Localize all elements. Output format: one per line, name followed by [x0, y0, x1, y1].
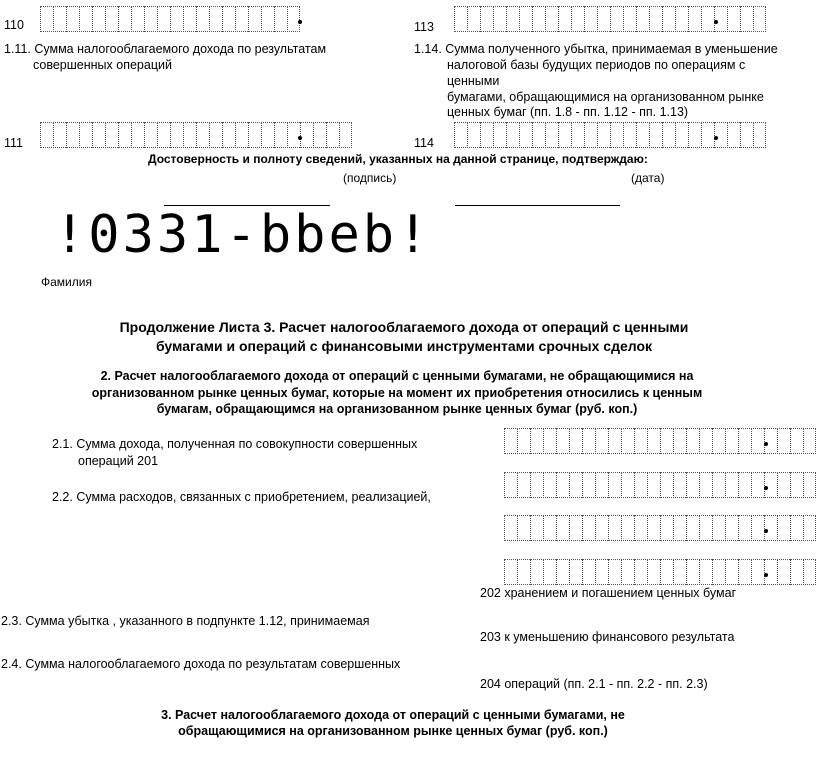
- digit-cell[interactable]: [751, 428, 764, 454]
- digit-cell[interactable]: [519, 122, 532, 148]
- digit-cell[interactable]: [118, 122, 131, 148]
- digit-cell[interactable]: [610, 122, 623, 148]
- decimal-point: [298, 136, 302, 140]
- digit-cell[interactable]: [738, 559, 751, 585]
- digit-cell[interactable]: [530, 559, 543, 585]
- digit-cell[interactable]: [571, 6, 584, 32]
- digit-cell[interactable]: [556, 472, 569, 498]
- field-code-110: 110: [4, 18, 24, 32]
- digit-cell[interactable]: [738, 515, 751, 541]
- digit-cell[interactable]: [777, 515, 790, 541]
- digit-cell[interactable]: [519, 6, 532, 32]
- digit-cell[interactable]: [556, 515, 569, 541]
- digit-cell[interactable]: [740, 6, 753, 32]
- line-202-label: 202 хранением и погашением ценных бумаг: [480, 586, 737, 600]
- digit-cell[interactable]: [647, 515, 660, 541]
- digit-cell[interactable]: [714, 122, 727, 148]
- section3-title-line2: обращающимися на организованном рынке ценных бумаг (руб. коп.): [178, 724, 608, 738]
- digit-cell[interactable]: [569, 515, 582, 541]
- digit-cell[interactable]: [597, 6, 610, 32]
- digit-cell[interactable]: [608, 428, 621, 454]
- digit-cell[interactable]: [504, 515, 517, 541]
- digit-cell[interactable]: [634, 515, 647, 541]
- digit-cell[interactable]: [493, 6, 506, 32]
- digit-cell[interactable]: [790, 472, 803, 498]
- section2-title-line1: 2. Расчет налогооблагаемого дохода от операций с ценными бумагами, не обращающимися на: [100, 369, 694, 383]
- digit-cell[interactable]: [727, 6, 740, 32]
- digit-cell[interactable]: [105, 6, 118, 32]
- digit-cell[interactable]: [790, 428, 803, 454]
- digit-cell[interactable]: [688, 6, 701, 32]
- digit-cell[interactable]: [675, 122, 688, 148]
- digit-cell[interactable]: [144, 122, 157, 148]
- digit-cell[interactable]: [582, 428, 595, 454]
- digit-cell[interactable]: [623, 122, 636, 148]
- digit-cell[interactable]: [569, 428, 582, 454]
- digit-cell[interactable]: [467, 122, 480, 148]
- digit-cell[interactable]: [222, 122, 235, 148]
- digit-cell[interactable]: [595, 472, 608, 498]
- section2-title-line3: бумагам, обращающимся на организованном рынке ценных бумаг (руб. коп.): [156, 402, 638, 416]
- digit-cell[interactable]: [261, 122, 274, 148]
- digit-cell[interactable]: [53, 122, 66, 148]
- item-1-14-line5: ценных бумаг (пп. 1.8 - пп. 1.12 - пп. 1.13): [447, 105, 689, 119]
- digit-cell[interactable]: [480, 122, 493, 148]
- digit-cell[interactable]: [712, 428, 725, 454]
- digit-cell[interactable]: [712, 472, 725, 498]
- digit-cell[interactable]: [326, 122, 339, 148]
- digit-cell[interactable]: [803, 559, 816, 585]
- digit-cell[interactable]: [183, 122, 196, 148]
- digit-cell[interactable]: [506, 122, 519, 148]
- digit-cell[interactable]: [673, 515, 686, 541]
- decimal-point: [764, 442, 768, 446]
- decimal-point: [764, 486, 768, 490]
- digit-cell[interactable]: [751, 515, 764, 541]
- digit-cell[interactable]: [506, 6, 519, 32]
- digit-cell[interactable]: [53, 6, 66, 32]
- digit-cell[interactable]: [660, 515, 673, 541]
- digit-cell[interactable]: [621, 428, 634, 454]
- digit-cell[interactable]: [688, 122, 701, 148]
- digit-cell[interactable]: [517, 559, 530, 585]
- date-label: (дата): [631, 171, 665, 185]
- item-2-2-label: 2.2. Сумма расходов, связанных с приобретением, реализацией,: [52, 490, 431, 504]
- digit-cell[interactable]: [660, 472, 673, 498]
- item-1-11-line1: 1.11. Сумма налогооблагаемого дохода по результатам: [4, 42, 327, 56]
- digit-cell[interactable]: [170, 6, 183, 32]
- digit-cell[interactable]: [517, 472, 530, 498]
- digit-cell[interactable]: [183, 6, 196, 32]
- digit-cell[interactable]: [504, 472, 517, 498]
- digit-cell[interactable]: [777, 472, 790, 498]
- digit-cell[interactable]: [454, 6, 467, 32]
- digit-cell[interactable]: [725, 428, 738, 454]
- decimal-point: [764, 529, 768, 533]
- digit-cell[interactable]: [712, 559, 725, 585]
- digit-cell[interactable]: [725, 472, 738, 498]
- digit-cell[interactable]: [287, 122, 300, 148]
- digit-cell[interactable]: [517, 428, 530, 454]
- digit-cell[interactable]: [300, 122, 313, 148]
- digit-cell[interactable]: [610, 6, 623, 32]
- signature-label: (подпись): [343, 171, 397, 185]
- item-2-3-label: 2.3. Сумма убытка , указанного в подпункте 1.12, принимаемая: [1, 614, 370, 628]
- digit-cell[interactable]: [584, 6, 597, 32]
- digit-cell[interactable]: [584, 122, 597, 148]
- line-203-label: 203 к уменьшению финансового результата: [480, 630, 735, 644]
- digit-cell[interactable]: [662, 122, 675, 148]
- digit-cell[interactable]: [248, 6, 261, 32]
- digit-cell[interactable]: [274, 6, 287, 32]
- digit-cell[interactable]: [673, 428, 686, 454]
- digit-cell[interactable]: [235, 122, 248, 148]
- digit-cell[interactable]: [649, 6, 662, 32]
- digit-cell[interactable]: [777, 428, 790, 454]
- digit-cell[interactable]: [274, 122, 287, 148]
- digit-cell[interactable]: [701, 122, 714, 148]
- digit-cell[interactable]: [660, 559, 673, 585]
- digit-cell[interactable]: [621, 515, 634, 541]
- digit-cell[interactable]: [287, 6, 300, 32]
- digit-cell[interactable]: [764, 515, 777, 541]
- digit-cell[interactable]: [699, 472, 712, 498]
- section2-title-line2: организованном рынке ценных бумаг, которые на момент их приобретения относились к ценным: [91, 386, 703, 400]
- digit-cell[interactable]: [738, 428, 751, 454]
- digit-cell[interactable]: [79, 122, 92, 148]
- digit-cell[interactable]: [105, 122, 118, 148]
- digit-cell[interactable]: [595, 515, 608, 541]
- digit-cell[interactable]: [556, 428, 569, 454]
- digit-cell[interactable]: [699, 428, 712, 454]
- digit-cell[interactable]: [209, 6, 222, 32]
- digit-cell[interactable]: [699, 515, 712, 541]
- digit-cell[interactable]: [753, 122, 766, 148]
- item-1-14-line2: налоговой базы будущих периодов по операциям с: [447, 58, 746, 72]
- digit-cell[interactable]: [727, 122, 740, 148]
- digit-cell[interactable]: [569, 472, 582, 498]
- digit-cell[interactable]: [764, 559, 777, 585]
- digit-cell[interactable]: [480, 6, 493, 32]
- digit-cell[interactable]: [493, 122, 506, 148]
- line-204-label: 204 операций (пп. 2.1 - пп. 2.2 - пп. 2.3): [480, 677, 708, 691]
- page-barcode: !0331-bbeb!: [54, 205, 432, 265]
- digit-cell[interactable]: [686, 428, 699, 454]
- digit-cell[interactable]: [157, 6, 170, 32]
- digit-cell[interactable]: [517, 515, 530, 541]
- digit-cell[interactable]: [118, 6, 131, 32]
- decimal-point: [714, 136, 718, 140]
- digit-cell[interactable]: [571, 122, 584, 148]
- digit-cell[interactable]: [543, 472, 556, 498]
- digit-cell[interactable]: [339, 122, 352, 148]
- digit-cell[interactable]: [66, 122, 79, 148]
- field-113-cells[interactable]: [454, 6, 766, 32]
- digit-cell[interactable]: [647, 428, 660, 454]
- digit-cell[interactable]: [647, 559, 660, 585]
- digit-cell[interactable]: [595, 559, 608, 585]
- digit-cell[interactable]: [92, 6, 105, 32]
- digit-cell[interactable]: [647, 472, 660, 498]
- field-110-cells[interactable]: [40, 6, 300, 32]
- digit-cell[interactable]: [725, 515, 738, 541]
- field-114-cells[interactable]: [454, 122, 766, 148]
- digit-cell[interactable]: [777, 559, 790, 585]
- digit-cell[interactable]: [313, 122, 326, 148]
- field-201-cells[interactable]: [504, 428, 816, 454]
- digit-cell[interactable]: [621, 559, 634, 585]
- item-1-14-line3: ценными: [447, 74, 500, 88]
- section-heading-line1: Продолжение Листа 3. Расчет налогооблагаемого дохода от операций с ценными: [119, 319, 689, 335]
- item-2-1-line2: операций 201: [78, 454, 159, 468]
- digit-cell[interactable]: [623, 6, 636, 32]
- digit-cell[interactable]: [597, 122, 610, 148]
- field-code-111: 111: [4, 136, 24, 150]
- digit-cell[interactable]: [662, 6, 675, 32]
- digit-cell[interactable]: [803, 472, 816, 498]
- digit-cell[interactable]: [170, 122, 183, 148]
- digit-cell[interactable]: [738, 472, 751, 498]
- digit-cell[interactable]: [504, 428, 517, 454]
- digit-cell[interactable]: [712, 515, 725, 541]
- digit-cell[interactable]: [673, 472, 686, 498]
- section3-title-line1: 3. Расчет налогооблагаемого дохода от операций с ценными бумагами, не: [161, 708, 625, 722]
- digit-cell[interactable]: [673, 559, 686, 585]
- digit-cell[interactable]: [66, 6, 79, 32]
- digit-cell[interactable]: [803, 428, 816, 454]
- digit-cell[interactable]: [582, 559, 595, 585]
- digit-cell[interactable]: [222, 6, 235, 32]
- digit-cell[interactable]: [634, 559, 647, 585]
- digit-cell[interactable]: [504, 559, 517, 585]
- digit-cell[interactable]: [545, 122, 558, 148]
- digit-cell[interactable]: [740, 122, 753, 148]
- digit-cell[interactable]: [636, 6, 649, 32]
- digit-cell[interactable]: [764, 428, 777, 454]
- digit-cell[interactable]: [725, 559, 738, 585]
- digit-cell[interactable]: [753, 6, 766, 32]
- decimal-point: [298, 20, 302, 24]
- digit-cell[interactable]: [714, 6, 727, 32]
- digit-cell[interactable]: [157, 122, 170, 148]
- digit-cell[interactable]: [701, 6, 714, 32]
- digit-cell[interactable]: [649, 122, 662, 148]
- decimal-point: [714, 20, 718, 24]
- section-heading-line2: бумагами и операций с финансовыми инструментами срочных сделок: [155, 338, 653, 354]
- digit-cell[interactable]: [790, 515, 803, 541]
- digit-cell[interactable]: [261, 6, 274, 32]
- digit-cell[interactable]: [558, 6, 571, 32]
- digit-cell[interactable]: [543, 515, 556, 541]
- item-1-11-line2: совершенных операций: [33, 58, 172, 72]
- item-1-14-line4: бумагами, обращающимися на организованном рынке: [447, 90, 764, 104]
- digit-cell[interactable]: [79, 6, 92, 32]
- digit-cell[interactable]: [40, 122, 53, 148]
- digit-cell[interactable]: [686, 472, 699, 498]
- digit-cell[interactable]: [209, 122, 222, 148]
- digit-cell[interactable]: [454, 122, 467, 148]
- digit-cell[interactable]: [92, 122, 105, 148]
- digit-cell[interactable]: [556, 559, 569, 585]
- digit-cell[interactable]: [144, 6, 157, 32]
- digit-cell[interactable]: [686, 515, 699, 541]
- digit-cell[interactable]: [675, 6, 688, 32]
- digit-cell[interactable]: [634, 428, 647, 454]
- digit-cell[interactable]: [248, 122, 261, 148]
- digit-cell[interactable]: [699, 559, 712, 585]
- digit-cell[interactable]: [196, 6, 209, 32]
- digit-cell[interactable]: [530, 515, 543, 541]
- digit-cell[interactable]: [569, 559, 582, 585]
- digit-cell[interactable]: [558, 122, 571, 148]
- digit-cell[interactable]: [608, 472, 621, 498]
- digit-cell[interactable]: [532, 122, 545, 148]
- digit-cell[interactable]: [467, 6, 480, 32]
- digit-cell[interactable]: [582, 515, 595, 541]
- date-line[interactable]: [455, 205, 620, 206]
- digit-cell[interactable]: [545, 6, 558, 32]
- item-1-14-line1: 1.14. Сумма полученного убытка, принимаемая в уменьшение: [414, 42, 778, 56]
- digit-cell[interactable]: [686, 559, 699, 585]
- digit-cell[interactable]: [751, 472, 764, 498]
- digit-cell[interactable]: [582, 472, 595, 498]
- digit-cell[interactable]: [636, 122, 649, 148]
- digit-cell[interactable]: [803, 515, 816, 541]
- field-203-cells[interactable]: [504, 515, 816, 541]
- digit-cell[interactable]: [235, 6, 248, 32]
- surname-label: Фамилия: [41, 275, 92, 289]
- digit-cell[interactable]: [131, 6, 144, 32]
- digit-cell[interactable]: [764, 472, 777, 498]
- digit-cell[interactable]: [621, 472, 634, 498]
- field-202-cells[interactable]: [504, 472, 816, 498]
- digit-cell[interactable]: [543, 428, 556, 454]
- digit-cell[interactable]: [532, 6, 545, 32]
- certification-text: Достоверность и полноту сведений, указанных на данной странице, подтверждаю:: [148, 152, 648, 166]
- digit-cell[interactable]: [608, 515, 621, 541]
- digit-cell[interactable]: [595, 428, 608, 454]
- item-2-4-label: 2.4. Сумма налогооблагаемого дохода по результатам совершенных: [1, 657, 401, 671]
- digit-cell[interactable]: [196, 122, 209, 148]
- digit-cell[interactable]: [543, 559, 556, 585]
- digit-cell[interactable]: [608, 559, 621, 585]
- field-204-cells[interactable]: [504, 559, 816, 585]
- item-2-1-line1: 2.1. Сумма дохода, полученная по совокупности совершенных: [52, 437, 418, 451]
- digit-cell[interactable]: [790, 559, 803, 585]
- digit-cell[interactable]: [131, 122, 144, 148]
- field-code-114: 114: [414, 136, 434, 150]
- digit-cell[interactable]: [530, 472, 543, 498]
- digit-cell[interactable]: [634, 472, 647, 498]
- digit-cell[interactable]: [40, 6, 53, 32]
- digit-cell[interactable]: [530, 428, 543, 454]
- field-code-113: 113: [414, 20, 434, 34]
- digit-cell[interactable]: [660, 428, 673, 454]
- decimal-point: [764, 573, 768, 577]
- digit-cell[interactable]: [751, 559, 764, 585]
- field-111-cells[interactable]: [40, 122, 352, 148]
